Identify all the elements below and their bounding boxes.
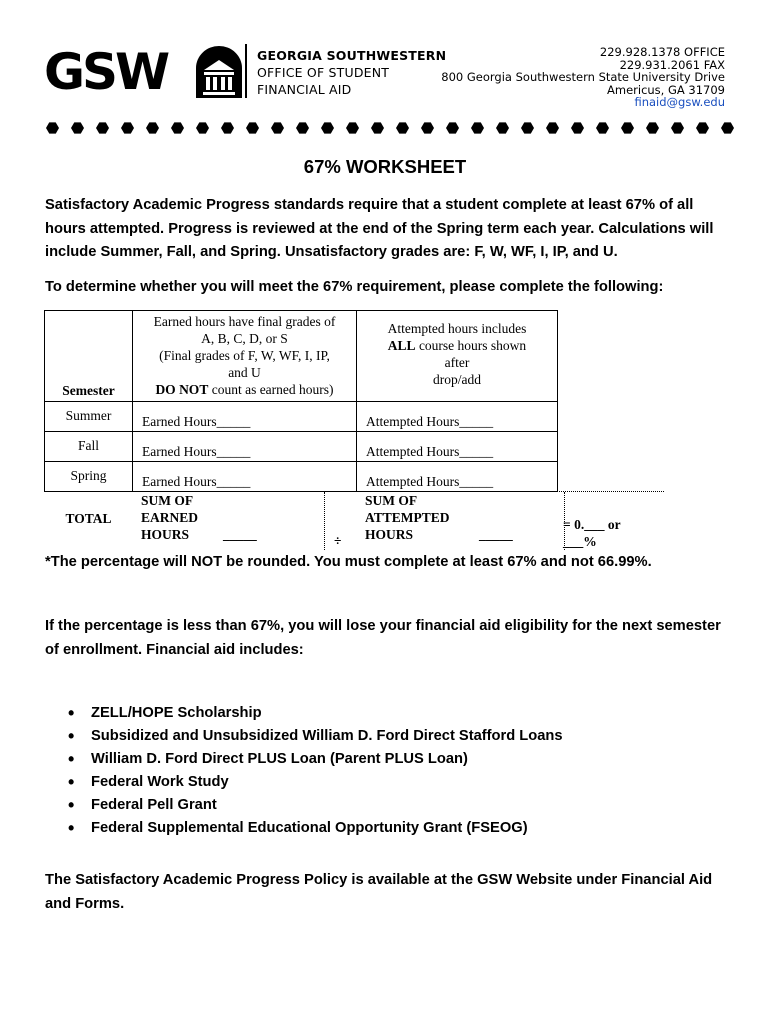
hexagon-dot (621, 122, 634, 133)
earned-header-line: (Final grades of F, W, WF, I, IP, (159, 348, 330, 363)
sum-earned-label: HOURS (141, 527, 190, 542)
semester-summer: Summer (44, 401, 133, 432)
hexagon-dot (371, 122, 384, 133)
total-row-border (44, 491, 664, 492)
hexagon-dot (196, 122, 209, 133)
sum-attempted-line: ATTEMPTED (365, 510, 450, 525)
gsw-logo (44, 44, 242, 100)
contact-phone: 229.928.1378 OFFICE (599, 45, 725, 59)
rounding-note: *The percentage will NOT be rounded. You must complete at least 67% and not 66.99%. (45, 554, 652, 570)
earned-header-line: and U (228, 365, 261, 380)
hexagon-dot (471, 122, 484, 133)
hexagon-dot (721, 122, 734, 133)
semester-fall: Fall (44, 431, 133, 462)
sum-attempted-blank[interactable]: _____ (479, 527, 513, 542)
contact-email[interactable]: finaid@gsw.edu (634, 95, 725, 109)
hexagon-dot (146, 122, 159, 133)
hexagon-dot (646, 122, 659, 133)
eligibility-paragraph: If the percentage is less than 67%, you will lose your financial aid eligibility for the next semester of enrollment. Financial aid includes: (45, 618, 721, 658)
earned-hours-spring[interactable]: Earned Hours_____ (132, 461, 357, 492)
earned-hours-summer[interactable]: Earned Hours_____ (132, 401, 357, 432)
letterhead (0, 0, 770, 120)
hexagon-dot (46, 122, 59, 133)
earned-header-line: Earned hours have final grades of (153, 314, 336, 329)
total-label: TOTAL (65, 511, 112, 526)
list-item: • Subsidized and Unsubsidized William D. Ford Direct Stafford Loans (68, 725, 563, 748)
hexagon-dot (221, 122, 234, 133)
sum-attempted-line (365, 526, 555, 543)
hexagon-dot (171, 122, 184, 133)
header-cell-semester (44, 310, 133, 402)
semester-header: Semester (62, 383, 115, 398)
divider-line (324, 492, 325, 550)
logo-text: GSW (44, 43, 168, 101)
attempted-hours-fall[interactable]: Attempted Hours_____ (356, 431, 558, 462)
sum-earned-line: EARNED (141, 510, 199, 525)
attempted-header-line: after (444, 355, 470, 370)
sum-attempted-hours (365, 492, 555, 543)
hexagon-dot (271, 122, 284, 133)
semester-spring: Spring (44, 461, 133, 492)
hexagon-dot (121, 122, 134, 133)
sum-attempted-line: SUM OF (365, 493, 418, 508)
hexagon-dot (446, 122, 459, 133)
hexagon-dot (546, 122, 559, 133)
hexagon-dot (396, 122, 409, 133)
earned-header (132, 310, 357, 402)
hexagon-dot (71, 122, 84, 133)
hexagon-dot (346, 122, 359, 133)
divide-sign: ÷ (334, 533, 342, 548)
instruction-text: To determine whether you will meet the 67% requirement, please complete the following: (45, 279, 664, 295)
attempted-header-line (357, 337, 557, 354)
attempted-hours-spring[interactable]: Attempted Hours_____ (356, 461, 558, 492)
office-line-3: FINANCIAL AID (257, 82, 352, 97)
contact-address-2: Americus, GA 31709 (607, 82, 725, 97)
sum-earned-hours (141, 492, 311, 543)
hexagon-dot (421, 122, 434, 133)
page-title: 67% WORKSHEET (303, 156, 467, 177)
contact-block (441, 46, 725, 109)
attempted-header-rest: course hours shown (415, 338, 527, 353)
list-item: • Federal Supplemental Educational Opportunity Grant (FSEOG) (68, 817, 563, 840)
sum-earned-line: SUM OF (141, 493, 194, 508)
earned-header-bold: DO NOT (155, 382, 209, 397)
hexagon-divider (40, 120, 740, 136)
earned-header-line (133, 381, 356, 398)
hexagon-dot (296, 122, 309, 133)
aid-list (68, 702, 563, 840)
percentage-result[interactable] (563, 516, 663, 550)
attempted-header-line: Attempted hours includes (387, 321, 527, 336)
hexagon-dot (521, 122, 534, 133)
hexagon-dot (246, 122, 259, 133)
hexagon-dot (96, 122, 109, 133)
office-name (257, 47, 446, 98)
earned-hours-fall[interactable]: Earned Hours_____ (132, 431, 357, 462)
intro-paragraph: Satisfactory Academic Progress standards require that a student complete at least 67% of all hours attempted. Progress is reviewed at the end of the Spring term each year. Calculations will include Summer, Fall, and Spring. Unsatisfactory grades are: F, W, WF, I, IP, and U. (45, 197, 714, 260)
contact-fax: 229.931.2061 FAX (619, 57, 725, 72)
attempted-header (356, 310, 558, 402)
attempted-header-line: drop/add (433, 372, 481, 387)
hexagon-dot (671, 122, 684, 133)
sum-earned-blank[interactable]: _____ (223, 527, 257, 542)
earned-header-rest: count as earned hours) (208, 382, 334, 397)
earned-header-line: A, B, C, D, or S (201, 331, 288, 346)
list-item: • Federal Pell Grant (68, 794, 563, 817)
contact-address-1: 800 Georgia Southwestern State University Drive (441, 70, 725, 84)
sum-attempted-label: HOURS (365, 527, 414, 542)
building-icon (194, 46, 244, 98)
hexagon-dot (596, 122, 609, 133)
office-line-2: OFFICE OF STUDENT (257, 65, 390, 80)
list-item: • William D. Ford Direct PLUS Loan (Parent PLUS Loan) (68, 748, 563, 771)
hexagon-dot (696, 122, 709, 133)
hexagon-dot (571, 122, 584, 133)
list-item: • ZELL/HOPE Scholarship (68, 702, 563, 725)
attempted-header-bold: ALL (387, 338, 416, 353)
hexagon-dot (496, 122, 509, 133)
policy-paragraph: The Satisfactory Academic Progress Policy is available at the GSW Website under Financial Aid and Forms. (45, 872, 713, 912)
office-line-1: GEORGIA SOUTHWESTERN (257, 48, 447, 63)
sum-earned-line (141, 526, 311, 543)
attempted-hours-summer[interactable]: Attempted Hours_____ (356, 401, 558, 432)
result-line-2: ___% (563, 534, 597, 549)
result-line-1: = 0.___ or (563, 517, 621, 532)
list-item: • Federal Work Study (68, 771, 563, 794)
header-divider (245, 44, 247, 98)
hexagon-dot (321, 122, 334, 133)
